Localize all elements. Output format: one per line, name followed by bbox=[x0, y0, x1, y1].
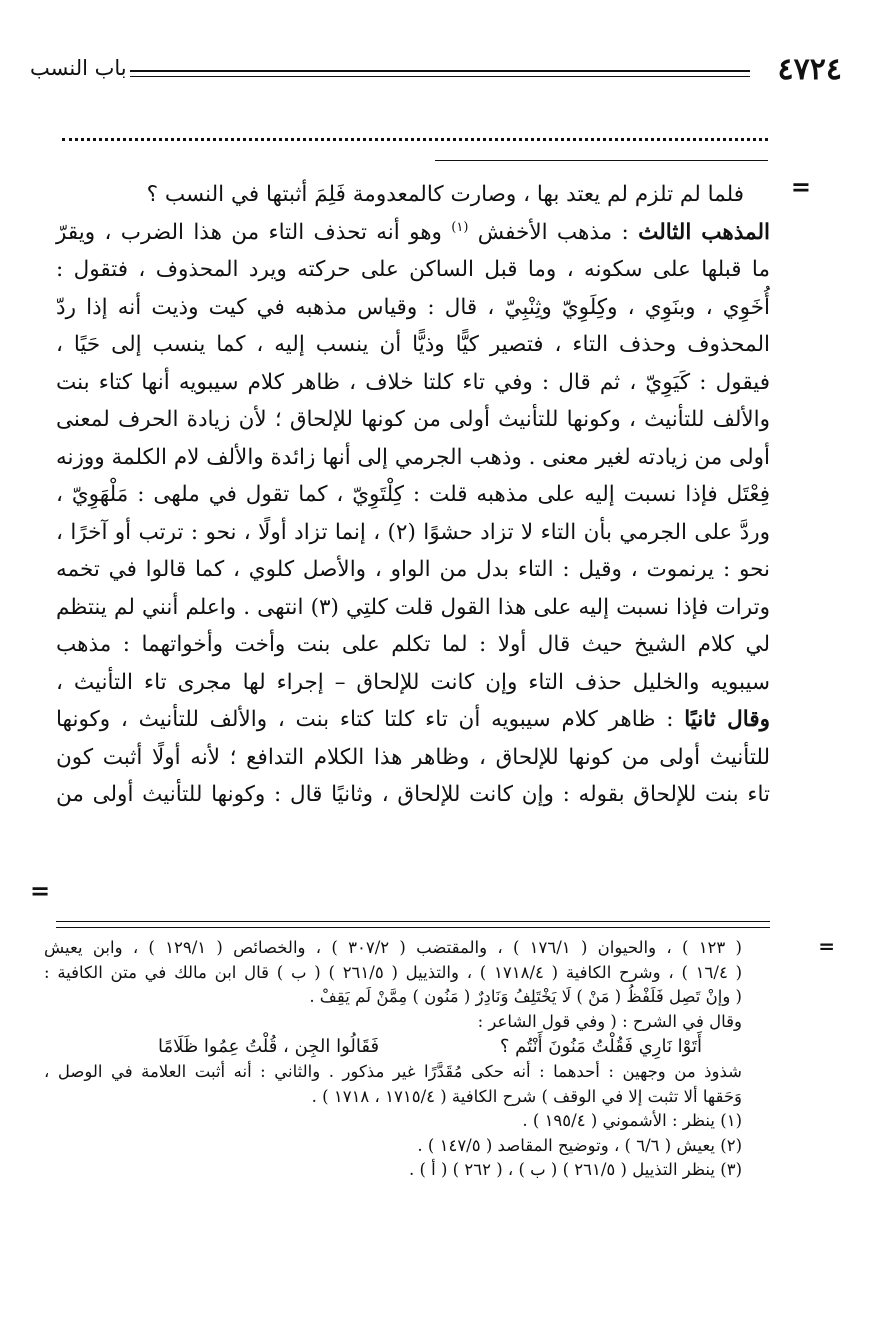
footnote-line: وَحَقها ألا تثبت إلا في الوقف ) شرح الكافية ( ١٧١٥/٤ ، ١٧١٨ ) . bbox=[311, 1086, 742, 1106]
text-line: فِعْتَل فإذا نسبت إليه على مذهبه قلت : كِلْتَوِيّ ، كما تقول في ملهى : مَلْهَوِيّ ، bbox=[56, 482, 770, 507]
footnote-line: ( ١٦/٤ ) ، وشرح الكافية ( ١٧١٨/٤ ) ، والتذييل ( ٢٦١/٥ ) ( ب ) قال ابن مالك في متن الكافية : bbox=[44, 962, 743, 982]
continuation-mark-footnote: = bbox=[818, 934, 835, 958]
verse bbox=[44, 1034, 770, 1060]
footnote-line: ( وإنْ تَصِل فَلَفْظُ ( مَنْ ) لَا يَخْتَلِفُ وَنَادِرٌ ( مَنُون ) مِمَّنْ لَم يَقِفْ . bbox=[309, 987, 742, 1006]
text-line-rest: : ظاهر كلام سيبويه أن تاء كلتا كتاء بنت ، والألف للتأنيث ، وكونها bbox=[56, 707, 685, 732]
page-number: ٤٧٢٤ bbox=[777, 52, 842, 87]
text-line: فلما لم تلزم لم يعتد بها ، وصارت كالمعدومة فَلِمَ أثبتها في النسب ؟ bbox=[146, 182, 744, 207]
text-line: سيبويه والخليل حذف التاء وإن كانت للإلحاق – إجراء لها مجرى تاء التأنيث ، bbox=[56, 669, 770, 695]
text-line: والألف للتأنيث ، وكونها للتأنيث أولى من كونها للإلحاق ؛ لأن زيادة الحرف لمعنى bbox=[56, 407, 770, 432]
dotted-separator bbox=[62, 118, 768, 141]
footnote-2: (٢) يعيش ( ٦/٦ ) ، وتوضيح المقاصد ( ١٤٧/٥ ) . bbox=[417, 1135, 742, 1155]
page-header bbox=[30, 52, 842, 92]
text-line: المحذوف وحذف التاء ، فتصير كيًّا وذيًّا أن ينسب إليه ، كما ينسب إلى حَيًا ، bbox=[56, 332, 770, 357]
text-line: ما قبلها على سكونه ، وما قبل الساكن على حركته ويرد المحذوف ، فتقول : bbox=[56, 257, 770, 282]
footnote-rule-thin bbox=[56, 927, 770, 928]
text-line: وترات فإذا نسبت إليه على هذا القول قلت كلتِي (٣) انتهى . واعلم أنني لم ينتظم bbox=[56, 594, 770, 620]
header-rule bbox=[130, 70, 750, 72]
footnote-1: (١) ينظر : الأشموني ( ١٩٥/٤ ) . bbox=[522, 1111, 742, 1130]
continuation-mark-top: = bbox=[790, 172, 811, 201]
text-line bbox=[56, 214, 770, 252]
text-line: فيقول : كَيَوِيّ ، ثم قال : وفي تاء كلتا خلاف ، ظاهر كلام سيبويه أنها كتاء بنت bbox=[56, 369, 770, 395]
chapter-title: باب النسب bbox=[30, 56, 127, 80]
footnote-rule bbox=[56, 921, 770, 922]
text-line bbox=[56, 701, 770, 739]
text-line: نحو : يرنموت ، وقيل : التاء بدل من الواو ، والأصل كلوي ، كما قالوا في تخمه bbox=[56, 557, 770, 582]
header-rule-thin bbox=[130, 76, 750, 77]
continuation-mark-bottom: = bbox=[30, 876, 51, 905]
footnote-line: وقال في الشرح : ( وفي قول الشاعر : bbox=[477, 1011, 742, 1031]
text-line-rest: : مذهب الأخفش $^{(١)}$ وهو أنه تحذف التاء من هذا الضرب ، ويقرّ bbox=[56, 219, 639, 245]
text-line: وردَّ على الجرمي بأن التاء لا تزاد حشوًا (٢) ، إنما تزاد أولًا ، نحو : ترتب أو آخرًا ، bbox=[56, 519, 770, 545]
section-rule bbox=[435, 160, 768, 161]
text-line: أُخَوِي ، وبنَوِي ، وكِلَوِيّ وثِنْبِيّ ، قال : وقياس مذهبه في كيت وذيت أنه إذا ردّ bbox=[56, 294, 770, 320]
text-line: لي كلام الشيخ حيث قال أولا : لما تكلم على بنت وأخت وأخواتهما : مذهب bbox=[56, 632, 770, 657]
verse-first-hemistich: أَتَوْا نَارِي فَقُلْتُ مَنُونَ أَنْتُم ؟ bbox=[499, 1036, 702, 1057]
footnote-3: (٣) ينظر التذييل ( ٢٦١/٥ ) ( ب ) ، ( ٢٦٢ ) ( أ ) . bbox=[408, 1160, 742, 1179]
verse-second-hemistich: فَقَالُوا الجِن ، قُلْتُ عِمُوا ظَلَامًا bbox=[158, 1036, 380, 1057]
main-text bbox=[56, 176, 770, 814]
bold-lead: وقال ثانيًا bbox=[684, 707, 770, 732]
footnote-line: شذوذ من وجهين : أحدهما : أنه حكى مُقَدَّرًا غير مذكور . والثاني : أنه أثبت العلامة في الوصل ، bbox=[44, 1062, 742, 1081]
bold-heading: المذهب الثالث bbox=[638, 219, 770, 245]
text-line: للتأنيث أولى من كونها للإلحاق ، وظاهر هذا الكلام التدافع ؛ لأنه أولًا أثبت كون bbox=[56, 744, 770, 770]
text-line: تاء بنت للإلحاق بقوله : وإن كانت للإلحاق ، وثانيًا قال : وكونها للتأنيث أولى من bbox=[56, 782, 770, 807]
text-line: أولى من زيادته لغير معنى . وذهب الجرمي إلى أنها زائدة والألف لام الكلمة ووزنه bbox=[56, 444, 770, 470]
footnote-line: ( ١٢٣ ) ، والحيوان ( ١٧٦/١ ) ، والمقتضب ( ٣٠٧/٢ ) ، والخصائص ( ١٢٩/١ ) ، وابن يعيش bbox=[44, 938, 742, 957]
footnotes bbox=[44, 936, 770, 1183]
